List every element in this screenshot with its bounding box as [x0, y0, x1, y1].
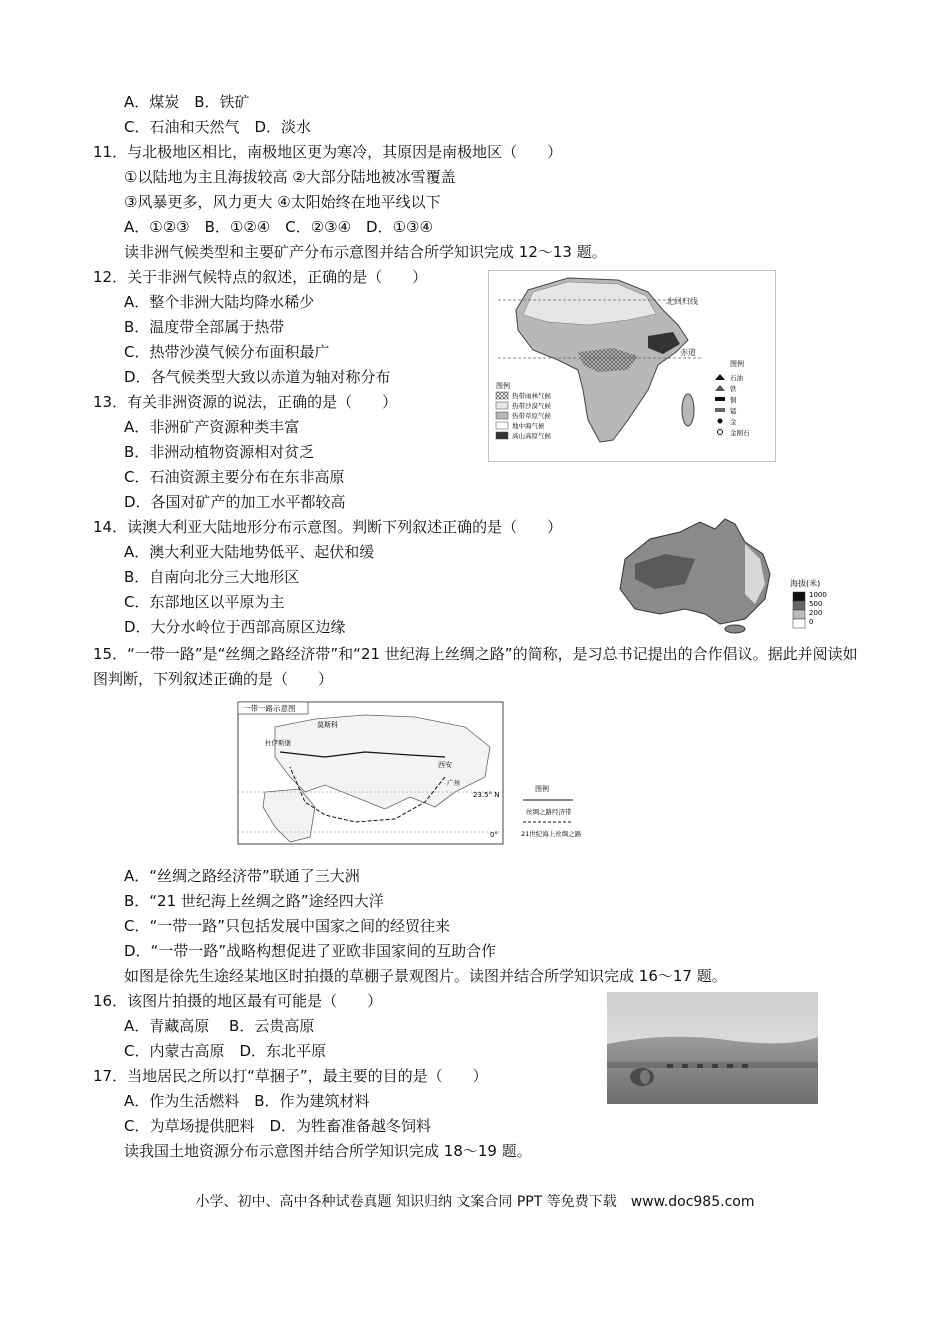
elevation-legend-value: 200 — [809, 609, 823, 617]
climate-legend-item: 热带草原气候 — [512, 412, 551, 420]
question-11: 11．与北极地区相比，南极地区更为寒冷，其原因是南极地区（ ） — [93, 143, 563, 161]
latitude-label: 0° — [490, 831, 498, 839]
option-line: A．“丝绸之路经济带”联通了三大洲 — [124, 867, 360, 885]
option-line: C．热带沙漠气候分布面积最广 — [124, 343, 330, 361]
belt-road-map — [235, 697, 620, 849]
option-line: A．青藏高原 B．云贵高原 — [124, 1017, 315, 1035]
equator-label: 赤道 — [680, 348, 696, 357]
mineral-legend-item: 锰 — [730, 407, 737, 415]
instruction-line: 如图是徐先生途经某地区时拍摄的草棚子景观图片。读图并结合所学知识完成 16～17 题。 — [124, 967, 727, 985]
option-line: A．作为生活燃料 B．作为建筑材料 — [124, 1092, 370, 1110]
climate-legend-item: 热带雨林气候 — [512, 392, 551, 400]
option-line: B．非洲动植物资源相对贫乏 — [124, 443, 315, 461]
footer-text: 小学、初中、高中各种试卷真题 知识归纳 文案合同 PPT 等免费下载 www.doc985.com — [195, 1194, 755, 1210]
option-line: C．石油资源主要分布在东非高原 — [124, 468, 345, 486]
option-line: D．“一带一路”战略构想促进了亚欧非国家间的互助合作 — [124, 942, 497, 960]
elevation-legend-value: 500 — [809, 600, 823, 608]
statement-line: ①以陆地为主且海拔较高 ②大部分陆地被冰雪覆盖 — [124, 168, 456, 186]
mineral-legend-item: 石油 — [730, 374, 743, 382]
option-line: B．“21 世纪海上丝绸之路”途经四大洋 — [124, 892, 384, 910]
legend-item: 丝绸之路经济带 — [526, 808, 572, 816]
map-title: 一带一路示意图 — [243, 704, 296, 713]
instruction-line: 读我国土地资源分布示意图并结合所学知识完成 18～19 题。 — [124, 1142, 532, 1160]
legend-item: 21世纪海上丝绸之路 — [521, 830, 582, 838]
madagascar — [682, 394, 694, 426]
climate-legend-item: 高山高原气候 — [512, 432, 551, 440]
mineral-legend-item: 金 — [730, 418, 737, 426]
option-line: B．自南向北分三大地形区 — [124, 568, 300, 586]
option-line: C．为草场提供肥料 D．为牲畜准备越冬饲料 — [124, 1117, 432, 1135]
tropic-label: 北回归线 — [666, 297, 698, 306]
question-15: 15．“一带一路”是“丝绸之路经济带”和“21 世纪海上丝绸之路”的简称，是习总书记提出的合作倡议。据此并阅读如图判断，下列叙述正确的是（ ） — [93, 645, 858, 688]
latitude-label: 23.5° N — [473, 791, 500, 799]
mineral-legend-title: 图例 — [730, 360, 744, 368]
question-17: 17．当地居民之所以打“草捆子”，最主要的目的是（ ） — [93, 1067, 488, 1085]
option-line: B．温度带全部属于热带 — [124, 318, 285, 336]
question-14: 14．读澳大利亚大陆地形分布示意图。判断下列叙述正确的是（ ） — [93, 518, 563, 536]
legend-title: 图例 — [535, 785, 549, 793]
option-line: C．“一带一路”只包括发展中国家之间的经贸往来 — [124, 917, 451, 935]
mineral-legend-item: 金刚石 — [730, 429, 750, 437]
question-12: 12．关于非洲气候特点的叙述，正确的是（ ） — [93, 268, 428, 286]
grassland-photo — [607, 992, 818, 1104]
mineral-legend-item: 铜 — [730, 396, 737, 404]
africa-climate-map — [488, 270, 776, 462]
place-label: 杜伊斯堡 — [265, 739, 291, 747]
place-label: 广州 — [447, 779, 460, 787]
elevation-legend-value: 1000 — [809, 591, 827, 599]
option-line: A．非洲矿产资源种类丰富 — [124, 418, 300, 436]
mineral-legend-item: 铁 — [730, 385, 737, 393]
elevation-legend-title: 海拔(米) — [790, 579, 821, 588]
climate-legend-item: 地中海气候 — [512, 422, 545, 430]
question-13: 13．有关非洲资源的说法，正确的是（ ） — [93, 393, 398, 411]
question-16: 16．该图片拍摄的地区最有可能是（ ） — [93, 992, 383, 1010]
elevation-legend-value: 0 — [809, 618, 814, 626]
option-line: D．大分水岭位于西部高原区边缘 — [124, 618, 346, 636]
climate-legend-item: 热带沙漠气候 — [512, 402, 551, 410]
option-line: C．石油和天然气 D．淡水 — [124, 118, 312, 136]
option-line: C．东部地区以平原为主 — [124, 593, 285, 611]
instruction-line: 读非洲气候类型和主要矿产分布示意图并结合所学知识完成 12～13 题。 — [124, 243, 607, 261]
climate-legend-title: 图例 — [496, 382, 510, 390]
option-line: A．澳大利亚大陆地势低平、起伏和缓 — [124, 543, 375, 561]
australia-terrain-map — [605, 514, 840, 634]
option-line: A．①②③ B．①②④ C．②③④ D．①③④ — [124, 218, 433, 236]
statement-line: ③风暴更多，风力更大 ④太阳始终在地平线以下 — [124, 193, 441, 211]
option-line: C．内蒙古高原 D．东北平原 — [124, 1042, 327, 1060]
option-line: D．各气候类型大致以赤道为轴对称分布 — [124, 368, 391, 386]
place-label: 西安 — [438, 761, 452, 769]
option-line: A．整个非洲大陆均降水稀少 — [124, 293, 315, 311]
place-label: 莫斯科 — [317, 721, 338, 729]
option-line: A．煤炭 B．铁矿 — [124, 93, 250, 111]
option-line: D．各国对矿产的加工水平都较高 — [124, 493, 346, 511]
